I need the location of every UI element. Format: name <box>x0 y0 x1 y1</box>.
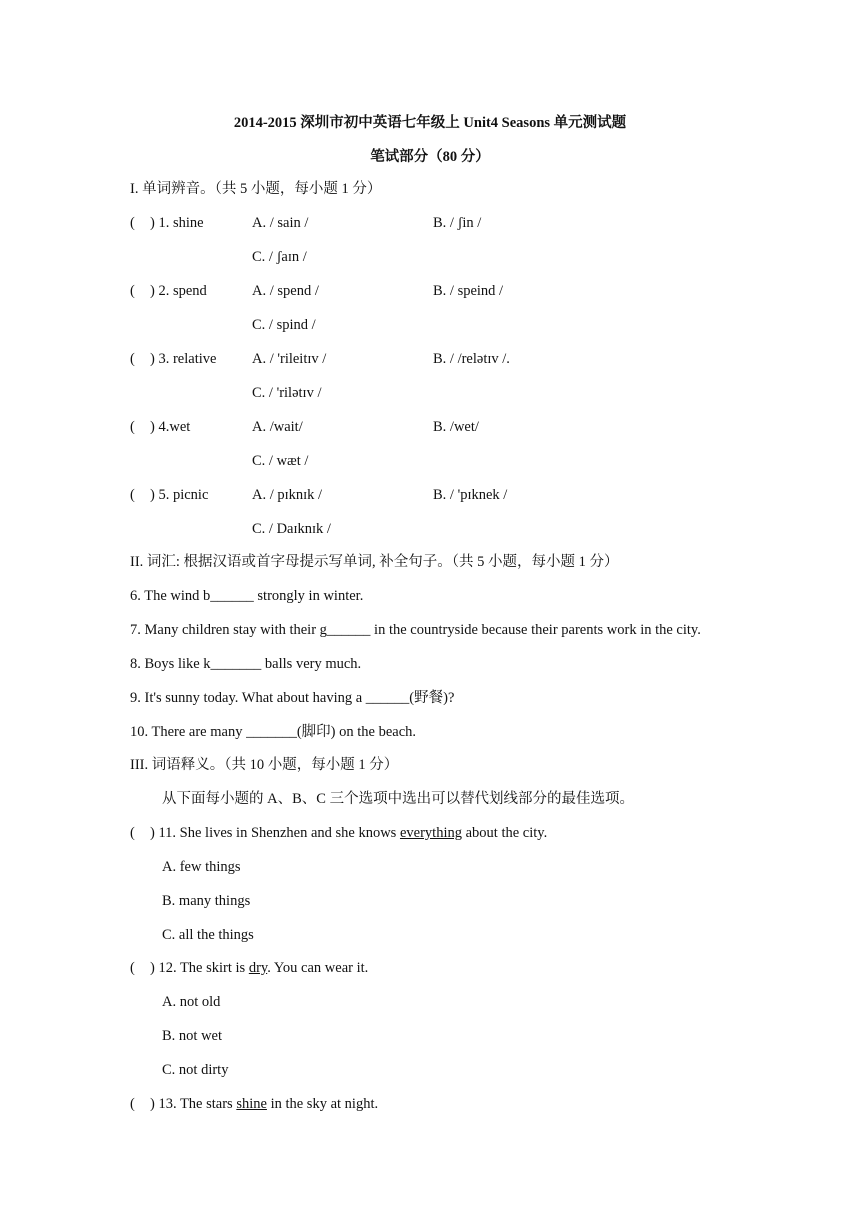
question-10: 10. There are many _______(脚印) on the beach. <box>130 724 417 740</box>
question-2: ) 2. spend <box>150 283 207 299</box>
underlined-word: dry <box>248 960 268 976</box>
question-4: ) 4.wet <box>150 419 191 435</box>
underlined-word: everything <box>399 825 462 841</box>
option-1a: A. / sain / <box>252 215 309 231</box>
option-4b: B. /wet/ <box>433 419 479 435</box>
question-12 <box>150 959 368 977</box>
section-3-instruction: 从下面每小题的 A、B、C 三个选项中选出可以替代划线部分的最佳选项。 <box>162 791 635 807</box>
question-13-text: ) 13. The stars <box>150 1096 237 1112</box>
answer-paren: ( <box>130 487 135 503</box>
option-11b: B. many things <box>162 893 251 909</box>
question-1: ) 1. shine <box>150 215 204 231</box>
answer-paren: ( <box>130 960 135 976</box>
question-4-word: 4.wet <box>158 419 191 435</box>
question-13 <box>150 1095 378 1113</box>
answer-paren: ( <box>130 215 135 231</box>
option-12b: B. not wet <box>162 1028 223 1044</box>
question-12-text: ) 12. The skirt is <box>150 960 249 976</box>
page-subtitle: 笔试部分（80 分） <box>370 149 490 165</box>
option-2a: A. / spend / <box>252 283 319 299</box>
question-2-word: 2. spend <box>158 283 207 299</box>
underlined-word: shine <box>236 1096 267 1112</box>
question-11 <box>150 824 547 842</box>
answer-paren: ( <box>130 419 135 435</box>
question-11-text: ) 11. She lives in Shenzhen and she knows <box>150 825 400 841</box>
question-9: 9. It's sunny today. What about having a ______(野餐)? <box>130 690 455 706</box>
option-4c: C. / wæt / <box>252 453 309 469</box>
question-8: 8. Boys like k_______ balls very much. <box>130 656 362 672</box>
option-3b: B. / /relətɪv /. <box>433 351 510 367</box>
question-3-word: 3. relative <box>158 351 217 367</box>
option-11c: C. all the things <box>162 927 254 943</box>
question-5-word: 5. picnic <box>158 487 209 503</box>
option-12c: C. not dirty <box>162 1062 229 1078</box>
answer-paren: ( <box>130 825 135 841</box>
question-13-text-end: in the sky at night. <box>266 1096 379 1112</box>
option-2c: C. / spind / <box>252 317 316 333</box>
option-11a: A. few things <box>162 859 241 875</box>
page-title: 2014-2015 深圳市初中英语七年级上 Unit4 Seasons 单元测试题 <box>233 115 627 131</box>
option-3c: C. / 'rilətɪv / <box>252 385 322 401</box>
option-1c: C. / ʃaɪn / <box>252 249 307 265</box>
question-3: ) 3. relative <box>150 351 217 367</box>
option-12a: A. not old <box>162 994 221 1010</box>
question-7: 7. Many children stay with their g______ in the countryside because their parents work in the city. <box>130 622 701 638</box>
option-5a: A. / pɪknɪk / <box>252 487 323 503</box>
option-4a: A. /wait/ <box>252 419 303 435</box>
option-5b: B. / 'pɪknek / <box>433 487 508 503</box>
option-3a: A. / 'rileitɪv / <box>252 351 327 367</box>
answer-paren: ( <box>130 283 135 299</box>
section-3-heading: III. 词语释义。（共 10 小题，每小题 1 分） <box>130 757 399 773</box>
answer-paren: ( <box>130 1096 135 1112</box>
question-6: 6. The wind b______ strongly in winter. <box>130 588 364 604</box>
question-1-word: 1. shine <box>158 215 204 231</box>
option-5c: C. / Daɪknɪk / <box>252 521 331 537</box>
answer-paren: ( <box>130 351 135 367</box>
question-11-text-end: about the city. <box>461 825 548 841</box>
section-2-heading: II. 词汇: 根据汉语或首字母提示写单词, 补全句子。（共 5 小题，每小题 1 分） <box>130 554 619 570</box>
option-1b: B. / ʃin / <box>433 215 482 231</box>
question-12-text-end: . You can wear it. <box>267 960 369 976</box>
section-1-heading: I. 单词辨音。（共 5 小题，每小题 1 分） <box>130 181 382 197</box>
option-2b: B. / speind / <box>433 283 504 299</box>
question-5: ) 5. picnic <box>150 487 209 503</box>
